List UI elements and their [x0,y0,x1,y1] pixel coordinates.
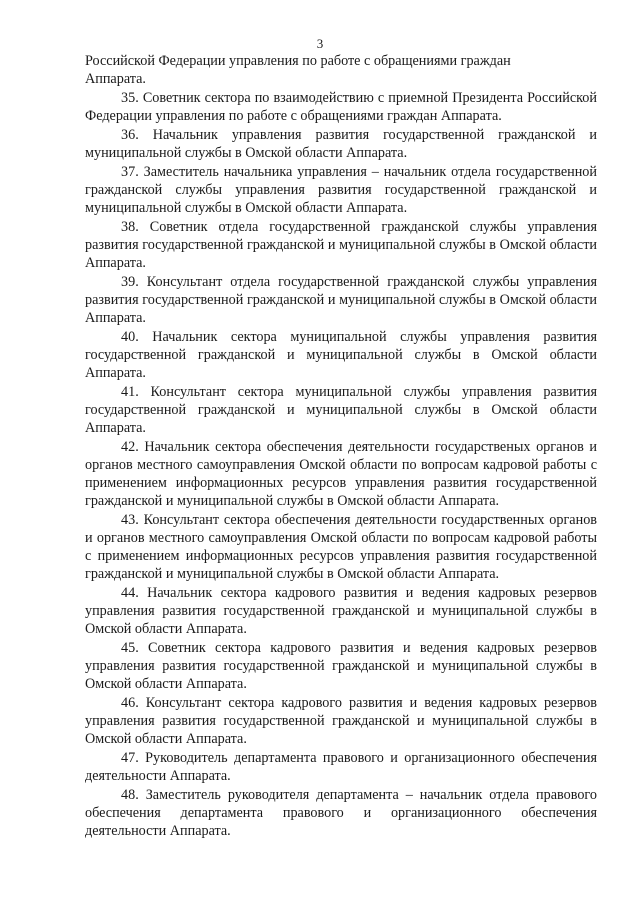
paragraph-42: 42. Начальник сектора обеспечения деятельности государственых органов и органов местного самоуправления Омской области по вопросам кадровой работы с применением информационных ресурсов управления развития государственной гражданской и муниципальной службы в Омской области Аппарата. [85,439,597,509]
paragraph-46: 46. Консультант сектора кадрового развития и ведения кадровых резервов управления развития государственной гражданской и муниципальной службы в Омской области Аппарата. [85,695,597,747]
paragraph-47: 47. Руководитель департамента правового и организационного обеспечения деятельности Аппарата. [85,750,597,784]
paragraph-36: 36. Начальник управления развития государственной гражданской и муниципальной службы в Омской области Аппарата. [85,127,597,161]
paragraph-44: 44. Начальник сектора кадрового развития и ведения кадровых резервов управления развития государственной гражданской и муниципальной службы в Омской области Аппарата. [85,585,597,637]
paragraph-40: 40. Начальник сектора муниципальной службы управления развития государственной гражданской и муниципальной службы в Омской области Аппарата. [85,329,597,381]
paragraph-43: 43. Консультант сектора обеспечения деятельности государственных органов и органов местного самоуправления Омской области по вопросам кадровой работы с применением информационных ресурсов управления развития государственной гражданской и муниципальной службы в Омской области Аппарата. [85,512,597,582]
paragraph-38: 38. Советник отдела государственной гражданской службы управления развития государственной гражданской и муниципальной службы в Омской области Аппарата. [85,219,597,271]
paragraph-continuation: Российской Федерации управления по работе с обращениями граждан Аппарата. [85,53,511,87]
paragraph-39: 39. Консультант отдела государственной гражданской службы управления развития государственной гражданской и муниципальной службы в Омской области Аппарата. [85,274,597,326]
paragraph-48: 48. Заместитель руководителя департамента – начальник отдела правового обеспечения департамента правового и организационного обеспечения деятельности Аппарата. [85,787,597,839]
document-body [85,52,597,841]
paragraph-45: 45. Советник сектора кадрового развития и ведения кадровых резервов управления развития государственной гражданской и муниципальной службы в Омской области Аппарата. [85,640,597,692]
paragraph-37: 37. Заместитель начальника управления – начальник отдела государственной гражданской службы управления развития государственной гражданской и муниципальной службы в Омской области Аппарата. [85,164,597,216]
paragraph-41: 41. Консультант сектора муниципальной службы управления развития государственной гражданской и муниципальной службы в Омской области Аппарата. [85,384,597,436]
paragraph-35: 35. Советник сектора по взаимодействию с приемной Президента Российской Федерации управления по работе с обращениями граждан Аппарата. [85,90,597,124]
page-number: 3 [316,36,324,51]
